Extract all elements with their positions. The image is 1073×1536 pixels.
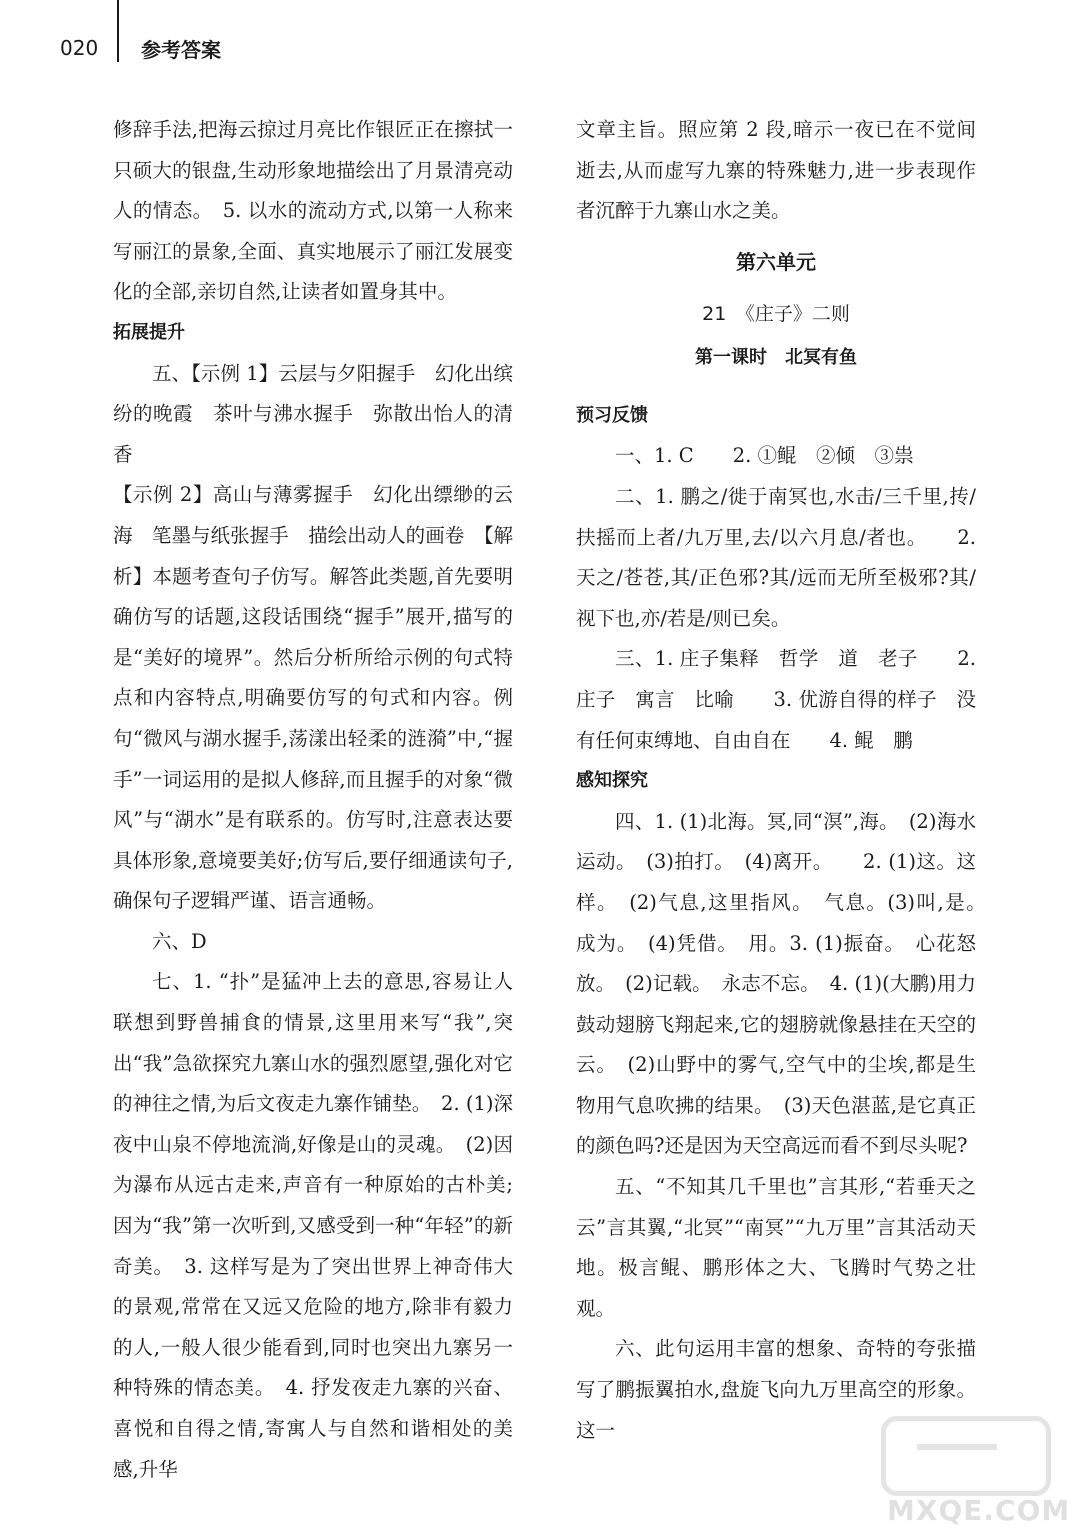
paragraph: 七、1. “扑”是猛冲上去的意思,容易让人联想到野兽捕食的情景,这里用来写“我”,突出“我”急欲探究九寨山水的强烈愿望,强化对它的神往之情,为后文夜走九寨作铺垫。 2. (1)深夜中山泉不停地流淌,好像是山的灵魂。 (2)因为瀑布从远古走来,声音有一种原始的古朴美;因为“我”第一次听到,又感受到一种“年轻”的新奇美。 3. 这样写是为了突出世界上神奇伟大的景观,常常在又远又危险的地方,除非有毅力的人,一般人很少能看到,同时也突出九寨另一种特殊的情态美。 4. 抒发夜走九寨的兴奋、喜悦和自得之情,寄寓人与自然和谐相处的美感,升华	[113, 970, 513, 1481]
header-divider	[117, 0, 119, 62]
running-title: 参考答案	[141, 38, 221, 62]
paragraph: 四、1. (1)北海。冥,同“溟”,海。 (2)海水运动。 (3)拍打。 (4)离开。 2. (1)这。这样。 (2)气息,这里指风。 气息。(3)叫,是。 成为。 (4)凭借。 用。3. (1)振奋。 心花怒放。 (2)记载。 永志不忘。 4. (1)(大鹏)用力鼓动翅膀飞翔起来,它的翅膀就像悬挂在天空的云。 (2)山野中的雾气,空气中的尘埃,都是生物用气息吹拂的结果。 (3)天色湛蓝,是它真正的颜色吗?还是因为天空高远而看不到尽头呢?	[576, 809, 996, 1158]
left-column	[113, 110, 513, 1490]
paragraph: 修辞手法,把海云掠过月亮比作银匠正在擦拭一只硕大的银盘,生动形象地描绘出了月景清亮动人的情态。 5. 以水的流动方式,以第一人称来写丽江的景象,全面、真实地展示了丽江发展变化的全部,亲切自然,让读者如置身其中。	[113, 118, 513, 304]
paragraph: 五、【示例 1】云层与夕阳握手 幻化出缤纷的晚霞 茶叶与沸水握手 弥散出怡人的清香	[113, 361, 513, 466]
paragraph: 六、此句运用丰富的想象、奇特的夸张描写了鹏振翼拍水,盘旋飞向九万里高空的形象。这一	[576, 1337, 976, 1442]
paragraph: 一、1. C 2. ①鲲 ②倾 ③祟	[615, 444, 914, 468]
paragraph: 【示例 2】高山与薄雾握手 幻化出缥缈的云海 笔墨与纸张握手 描绘出动人的画卷 【解析】本题考查句子仿写。解答此类题,首先要明确仿写的话题,这段话围绕“握手”展开,描写的是“美好的境界”。然后分析所给示例的句式特点和内容特点,明确要仿写的句式和内容。例句“微风与湖水握手,荡漾出轻柔的涟漪”中,“握手”一词运用的是拟人修辞,而且握手的对象“微风”与“湖水”是有联系的。仿写时,注意表达要具体形象,意境要美好;仿写后,要仔细通读句子,确保句子逻辑严谨、语言通畅。	[113, 483, 513, 913]
section-heading-extension: 拓展提升	[113, 321, 185, 343]
section-heading-explore: 感知探究	[576, 770, 648, 792]
paragraph: 文章主旨。照应第 2 段,暗示一夜已在不觉间逝去,从而虚写九寨的特殊魅力,进一步表现作者沉醉于九寨山水之美。	[576, 118, 976, 223]
paragraph: 六、D	[152, 929, 207, 953]
watermark-stamp-icon	[881, 1416, 1051, 1496]
paragraph: 五、“不知其几千里也”言其形,“若垂天之云”言其翼,“北冥”“南冥”“九万里”言其活动天地。极言鲲、鹏形体之大、飞腾时气势之壮观。	[576, 1175, 976, 1320]
watermark-text: MXQE.COM	[887, 1494, 1071, 1527]
unit-title: 第六单元	[736, 249, 816, 274]
right-column	[576, 110, 996, 1451]
section-heading-preview: 预习反馈	[576, 404, 648, 426]
watermark-logo	[877, 1412, 1071, 1532]
page-header	[0, 0, 1073, 90]
watermark-bar	[917, 1444, 997, 1450]
paragraph: 二、1. 鹏之/徙于南冥也,水击/三千里,抟/扶摇而上者/九万里,去/以六月息/者也。 2. 天之/苍苍,其/正色邪?其/远而无所至极邪?其/视下也,亦/若是/则已矣。	[576, 484, 976, 630]
lesson-title: 21 《庄子》二则	[702, 302, 850, 325]
paragraph: 三、1. 庄子集释 哲学 道 老子 2. 庄子 寓言 比喻 3. 优游自得的样子 没有任何束缚地、自由自在 4. 鲲 鹏	[576, 647, 976, 752]
period-title: 第一课时 北冥有鱼	[695, 346, 857, 368]
page-number: 020	[60, 36, 99, 60]
